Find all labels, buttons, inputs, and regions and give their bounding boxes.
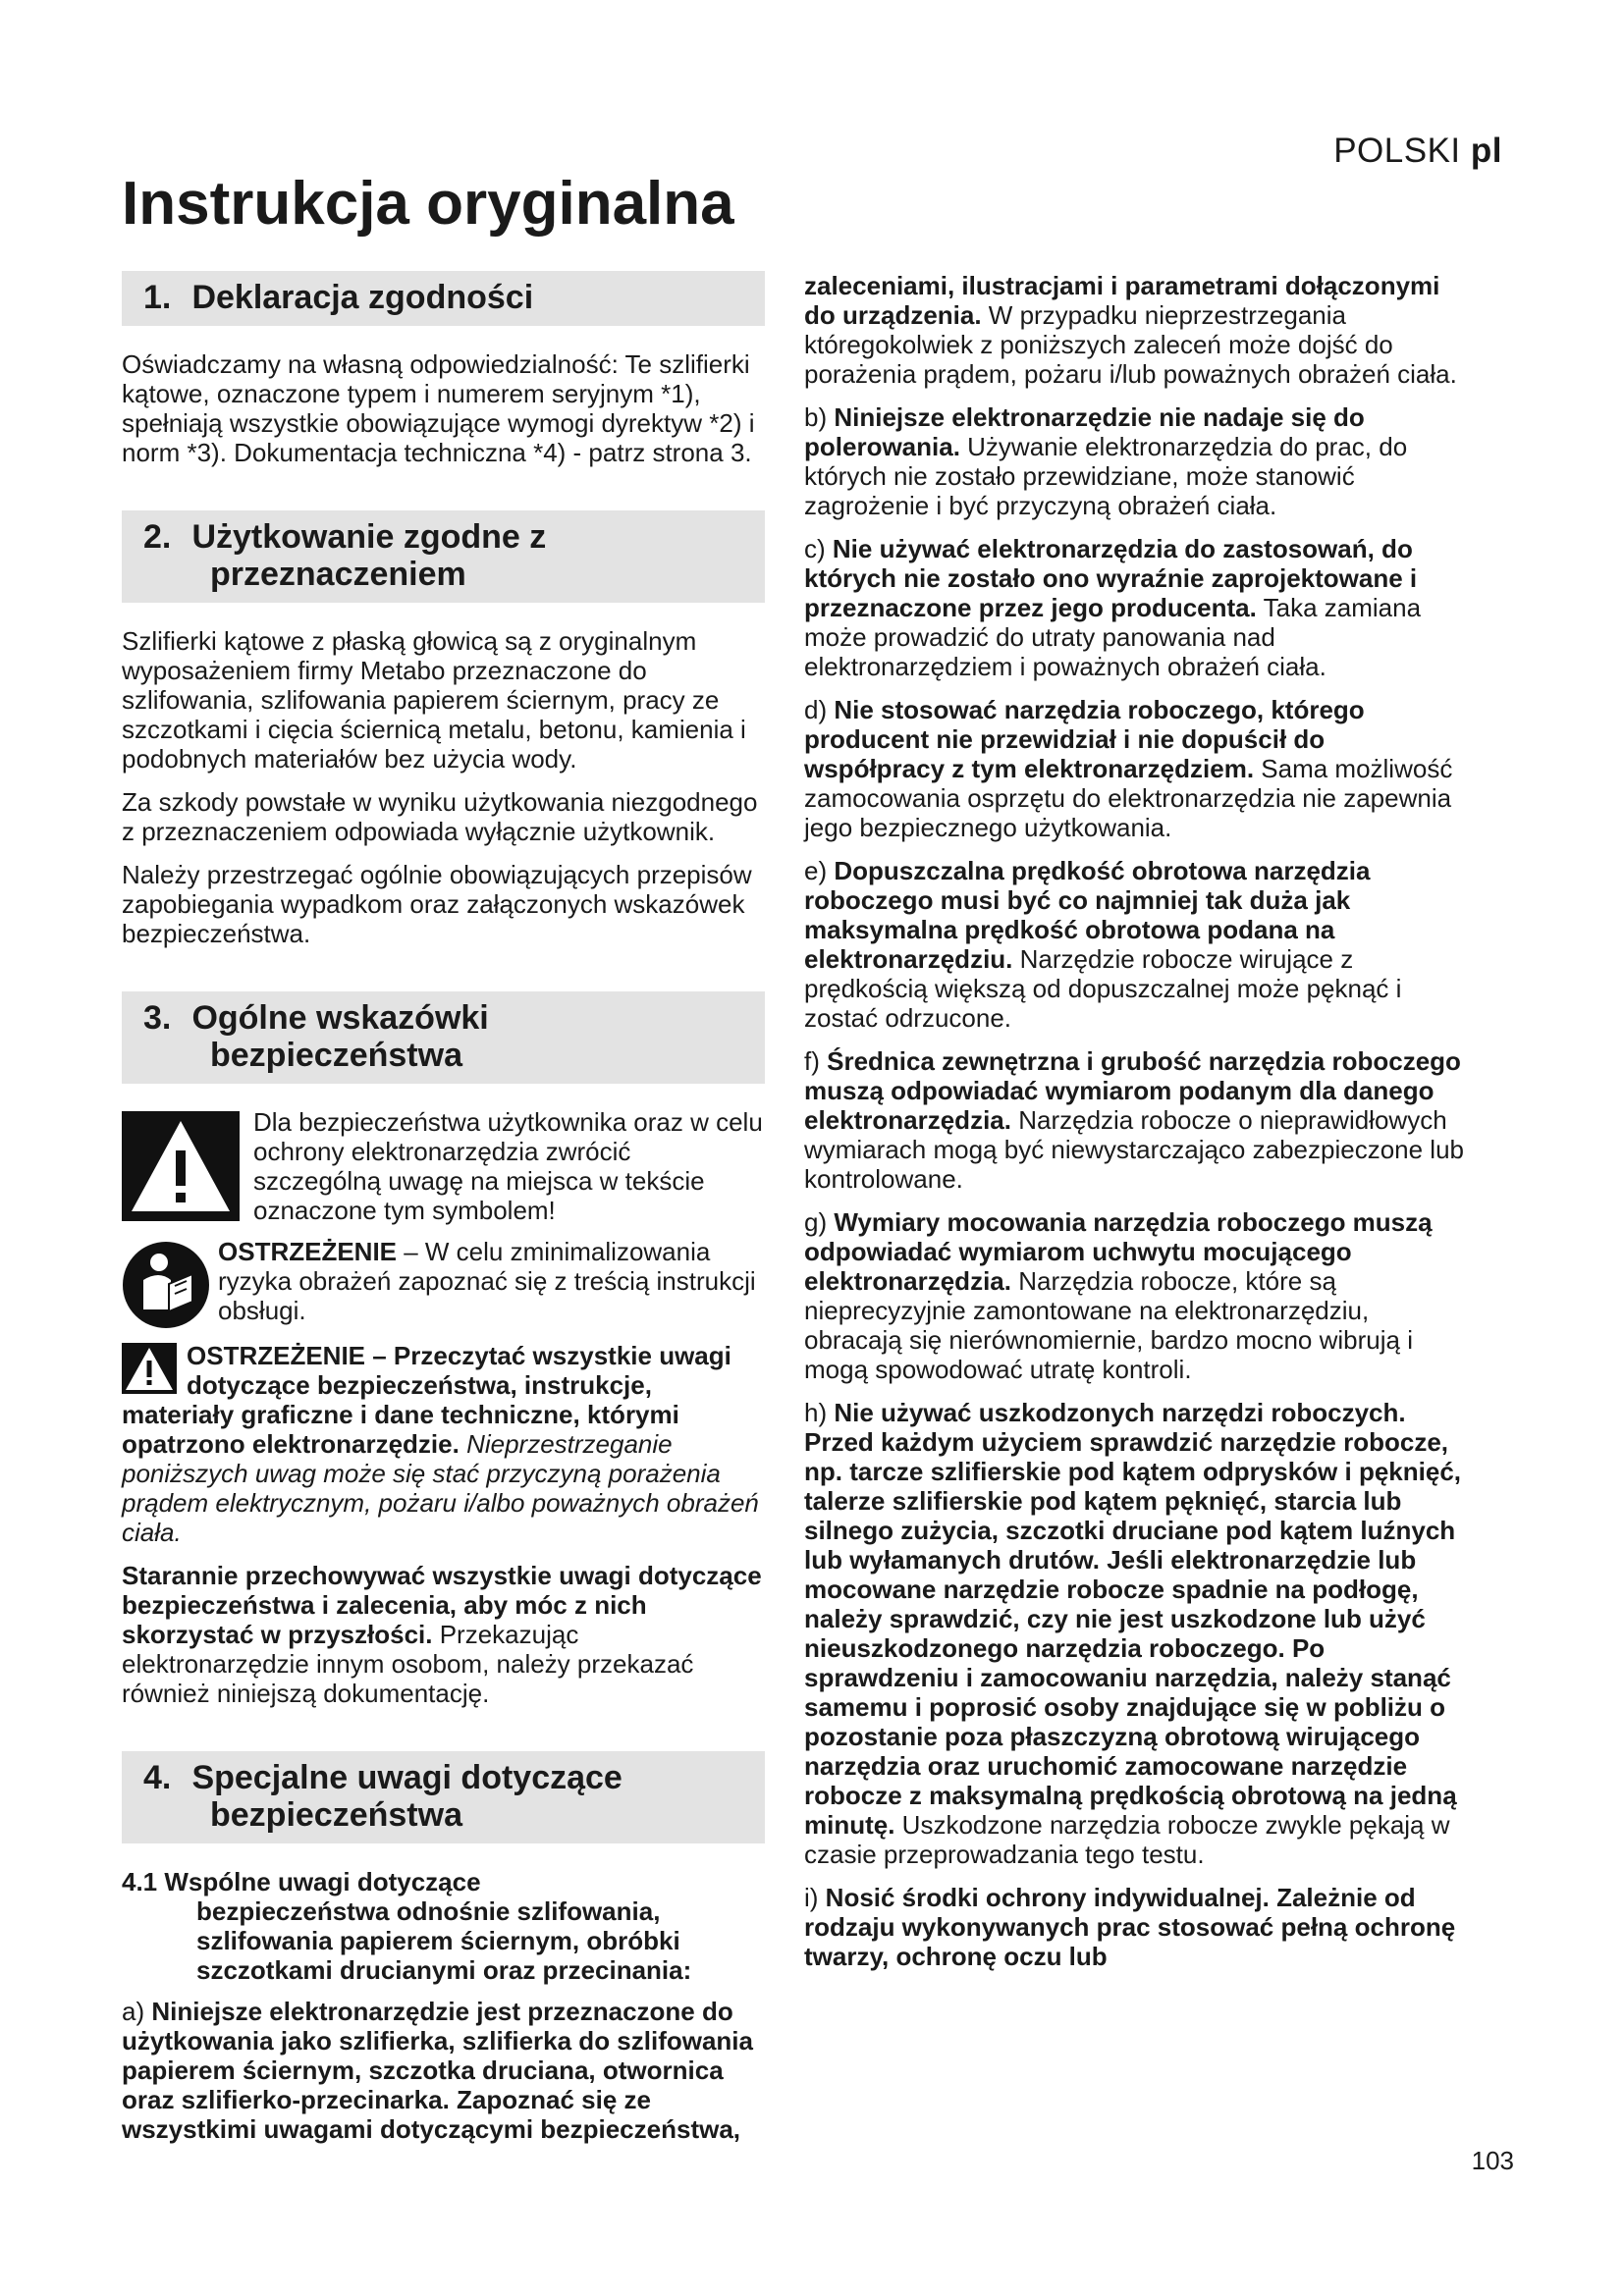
item-f-text: Narzędzia robocze o nieprawidłowych wymiarach mogą być niewystarczająco zabezpieczone lub kontrolowane. bbox=[804, 1105, 1464, 1194]
page-number: 103 bbox=[1471, 2146, 1514, 2175]
item-g bbox=[804, 1207, 1472, 1384]
section-1-number: 1. bbox=[143, 279, 172, 316]
language-indicator bbox=[1333, 132, 1502, 171]
section-3-title-line1: Ogólne wskazówki bbox=[191, 999, 489, 1037]
item-a-label: a) bbox=[122, 1997, 145, 2026]
item-b-bold: Niniejsze elektronarzędzie nie nadaje się do polerowania. bbox=[804, 402, 1365, 461]
language-label: POLSKI bbox=[1333, 132, 1461, 170]
item-g-label: g) bbox=[804, 1207, 828, 1237]
section-4-title-line2: bezpieczeństwa bbox=[210, 1796, 462, 1834]
section-2-title-line2: przeznaczeniem bbox=[210, 556, 466, 593]
subsection-4-1-title: Wspólne uwagi dotyczące bbox=[164, 1867, 481, 1896]
item-h bbox=[804, 1398, 1472, 1869]
item-d-text: Sama możliwość zamocowania osprzętu do elektronarzędzia nie zapewnia jego bezpiecznego użytkowania. bbox=[804, 754, 1453, 842]
item-e-bold: Dopuszczalna prędkość obrotowa narzędzia roboczego musi być co najmniej tak duża jak maksymalna prędkość obrotowa podana na elektronarzędziu. bbox=[804, 856, 1371, 974]
section-1-heading bbox=[122, 271, 765, 326]
section-3-title-line2: bezpieczeństwa bbox=[210, 1037, 462, 1074]
item-a-cont-text: W przypadku nieprzestrzegania któregokolwiek z poniższych zaleceń może dojść do porażenia prądem, pożaru i/lub poważnych obrażeń ciała. bbox=[804, 300, 1457, 389]
section-3-heading bbox=[122, 991, 765, 1084]
item-c-text: Taka zamiana może prowadzić do utraty panowania nad elektronarzędziem i poważnych obrażeń ciała. bbox=[804, 593, 1422, 681]
warning-read-all bbox=[122, 1341, 765, 1547]
item-c-label: c) bbox=[804, 534, 826, 563]
item-e-label: e) bbox=[804, 856, 828, 885]
warning-2-bold: OSTRZEŻENIE – Przeczytać wszystkie uwagi dotyczące bezpieczeństwa, instrukcje, materiały graficzne i dane techniczne, którymi opatrzono elektronarzędzie. bbox=[122, 1341, 731, 1459]
item-i bbox=[804, 1883, 1472, 1971]
item-f bbox=[804, 1046, 1472, 1194]
item-g-bold: Wymiary mocowania narzędzia roboczego muszą odpowiadać wymiarom uchwytu mocującego elektronarzędzia. bbox=[804, 1207, 1433, 1296]
warning-read-manual bbox=[122, 1237, 765, 1329]
subsection-4-1-heading bbox=[122, 1867, 765, 1985]
item-a-continued bbox=[804, 271, 1472, 389]
item-d-label: d) bbox=[804, 695, 828, 724]
warning-triangle-small-icon bbox=[122, 1343, 177, 1394]
item-g-text: Narzędzia robocze, które są nieprecyzyjnie zamontowane na elektronarzędziu, obracają się nierównomiernie, bardzo mocno wibrują i mogą spowodować utratę kontroli. bbox=[804, 1266, 1413, 1384]
section-2-paragraph-2: Za szkody powstałe w wyniku użytkowania niezgodnego z przeznaczeniem odpowiada wyłącznie użytkownik. bbox=[122, 787, 758, 846]
item-h-label: h) bbox=[804, 1398, 828, 1427]
warning-2-italic: Nieprzestrzeganie poniższych uwag może się stać przyczyną porażenia prądem elektrycznym, pożaru i/albo poważnych obrażeń ciała. bbox=[122, 1429, 759, 1547]
item-a bbox=[122, 1997, 765, 2144]
section-4-heading bbox=[122, 1751, 765, 1843]
keep-instructions bbox=[122, 1561, 765, 1708]
section-2-paragraph-1: Szlifierki kątowe z płaską głowicą są z oryginalnym wyposażeniem firmy Metabo przeznaczone do szlifowania, szlifowania papierem ściernym, pracy ze szczotkami i cięcia ściernicą metalu, betonu, kamienia i podobnych materiałów bez użycia wody. bbox=[122, 626, 746, 774]
item-i-bold: Nosić środki ochrony indywidualnej. Zależnie od rodzaju wykonywanych prac stosować pełną ochronę twarzy, ochronę oczu lub bbox=[804, 1883, 1456, 1971]
warning-1-text: – W celu zminimalizowania ryzyka obrażeń zapoznać się z treścią instrukcji obsługi. bbox=[218, 1237, 756, 1325]
section-2-paragraph-3: Należy przestrzegać ogólnie obowiązujących przepisów zapobiegania wypadkom oraz załączonych wskazówek bezpieczeństwa. bbox=[122, 860, 752, 948]
section-4-number: 4. bbox=[143, 1759, 172, 1796]
warning-triangle-icon bbox=[122, 1111, 240, 1221]
left-column bbox=[122, 271, 765, 2158]
section-3-number: 3. bbox=[143, 999, 172, 1037]
item-b bbox=[804, 402, 1472, 520]
safety-symbol-text: Dla bezpieczeństwa użytkownika oraz w celu ochrony elektronarzędzia zwrócić szczególną uwagę na miejsca w tekście oznaczone tym symbolem! bbox=[253, 1107, 763, 1225]
subsection-4-1-title-cont: bezpieczeństwa odnośnie szlifowania, szlifowania papierem ściernym, obróbki szczotkami drucianymi oraz przecinania: bbox=[196, 1896, 692, 1985]
page-title: Instrukcja oryginalna bbox=[122, 170, 734, 238]
item-d-bold: Nie stosować narzędzia roboczego, którego producent nie przewidział i nie dopuścił do współpracy z tym elektronarzędziem. bbox=[804, 695, 1365, 783]
section-1-paragraph: Oświadczamy na własną odpowiedzialność: Te szlifierki kątowe, oznaczone typem i numerem seryjnym *1), spełniają wszystkie obowiązujące wymogi dyrektyw *2) i norm *3). Dokumentacja techniczna *4) - patrz strona 3. bbox=[122, 349, 755, 467]
item-f-label: f) bbox=[804, 1046, 820, 1076]
item-h-text: Uszkodzone narzędzia robocze zwykle pękają w czasie przeprowadzania tego testu. bbox=[804, 1810, 1450, 1869]
item-e-text: Narzędzie robocze wirujące z prędkością większą od dopuszczalnej może pęknąć i zostać odrzucone. bbox=[804, 944, 1402, 1033]
safety-symbol-note bbox=[122, 1107, 765, 1225]
section-4-title-line1: Specjalne uwagi dotyczące bbox=[191, 1759, 623, 1796]
item-d bbox=[804, 695, 1472, 842]
item-h-bold: Nie używać uszkodzonych narzędzi roboczych. Przed każdym użyciem sprawdzić narzędzie robocze, np. tarcze szlifierskie pod kątem odprysków i pęknięć, talerze szlifierskie pod kątem pęknięć, starcia lub silnego zużycia, szczotki druciane pod kątem luźnych lub wyłamanych drutów. Jeśli elektronarzędzie lub mocowane narzędzie robocze spadnie na podłogę, należy sprawdzić, czy nie jest uszkodzone lub użyć nieuszkodzonego narzędzia roboczego. Po sprawdzeniu i zamocowaniu narzędzia, należy stanąć samemu i poprosić osoby znajdujące się w pobliżu o pozostanie poza płaszczyzną obrotową wirującego narzędzia oraz uruchomić zamocowane narzędzie robocze z maksymalną prędkością obrotową na jedną minutę. bbox=[804, 1398, 1462, 1840]
item-a-bold: Niniejsze elektronarzędzie jest przeznaczone do użytkowania jako szlifierka, szlifierka do szlifowania papierem ściernym, szczotka druciana, otwornica oraz szlifierko-przecinarka. Zapoznać się ze wszystkimi uwagami dotyczącymi bezpieczeństwa, bbox=[122, 1997, 753, 2144]
read-manual-icon bbox=[122, 1241, 210, 1329]
section-2-heading bbox=[122, 510, 765, 603]
item-c-bold: Nie używać elektronarzędzia do zastosowań, do których nie zostało ono wyraźnie zaprojektowane i przeznaczone przez jego producenta. bbox=[804, 534, 1418, 622]
warning-1-label: OSTRZEŻENIE bbox=[218, 1237, 398, 1266]
item-b-label: b) bbox=[804, 402, 828, 432]
keep-instructions-text: Przekazując elektronarzędzie innym osobom, należy przekazać również niniejszą dokumentację. bbox=[122, 1620, 694, 1708]
section-2-number: 2. bbox=[143, 518, 172, 556]
language-code: pl bbox=[1470, 132, 1502, 170]
keep-instructions-bold: Starannie przechowywać wszystkie uwagi dotyczące bezpieczeństwa i zalecenia, aby móc z nich skorzystać w przyszłości. bbox=[122, 1561, 762, 1649]
section-2-title-line1: Użytkowanie zgodne z bbox=[191, 518, 547, 556]
item-e bbox=[804, 856, 1472, 1033]
right-column bbox=[804, 271, 1472, 1985]
item-a-cont-bold: zaleceniami, ilustracjami i parametrami dołączonymi do urządzenia. bbox=[804, 271, 1440, 330]
item-c bbox=[804, 534, 1472, 681]
item-f-bold: Średnica zewnętrzna i grubość narzędzia roboczego muszą odpowiadać wymiarom podanym dla danego elektronarzędzia. bbox=[804, 1046, 1461, 1135]
subsection-4-1-number: 4.1 bbox=[122, 1867, 158, 1896]
item-i-label: i) bbox=[804, 1883, 819, 1912]
section-1-title: Deklaracja zgodności bbox=[191, 279, 534, 316]
item-b-text: Używanie elektronarzędzia do prac, do których nie zostało przewidziane, może stanowić zagrożenie i być przyczyną obrażeń ciała. bbox=[804, 432, 1408, 520]
